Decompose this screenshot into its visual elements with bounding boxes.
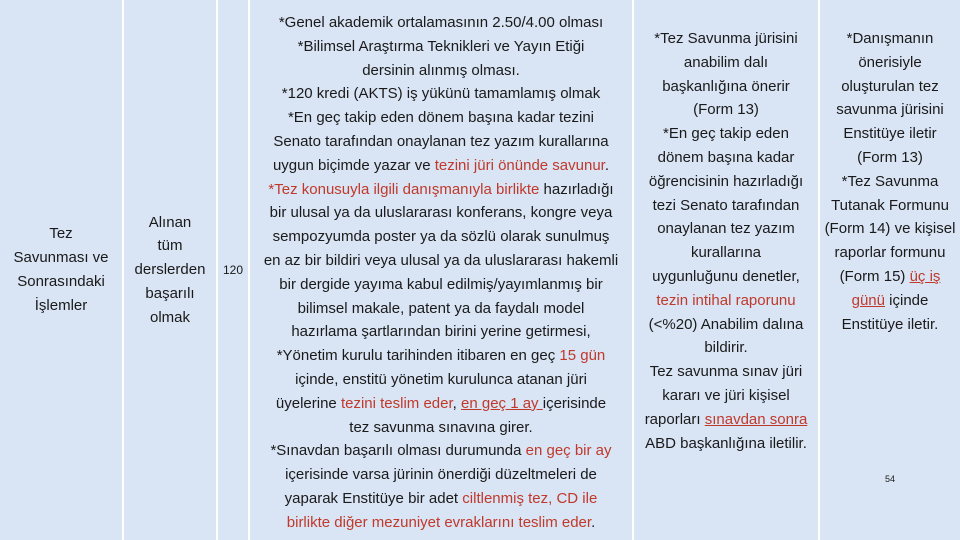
duty-line: *Tez konusuyla ilgili danışmanıyla birlikte hazırladığı <box>268 180 614 198</box>
highlight-one-month-after: en geç bir ay <box>525 442 612 460</box>
credit-number: 120 <box>222 263 244 277</box>
duty-line: dersinin alınmış olması. <box>362 61 520 79</box>
duty-line: içerisinde varsa jürinin önerdiği düzeltmeleri de <box>285 466 597 484</box>
dept-line: *Tez Savunma jürisini <box>654 30 798 47</box>
requirement-column <box>124 0 216 540</box>
dept-line-plagiarism: tezin intihal raporunu <box>656 291 796 309</box>
dept-line: Tez savunma sınav jüri <box>649 363 803 381</box>
student-duties-text <box>250 11 632 535</box>
highlight-three-days: üç iş <box>909 267 941 285</box>
highlight-bound-thesis: ciltlenmiş tez, CD ile <box>462 489 598 507</box>
duty-line: *120 kredi (AKTS) iş yükünü tamamlamış olmak <box>281 85 601 103</box>
student-duties-column <box>250 0 632 540</box>
dept-line: bildirir. <box>704 339 748 357</box>
duty-line: *Bilimsel Araştırma Teknikleri ve Yayın Etiği <box>297 37 585 55</box>
title-line: Tez <box>49 225 73 243</box>
inst-line: günü içinde <box>851 291 929 309</box>
inst-line: oluşturulan tez <box>841 77 939 95</box>
inst-line: Tutanak Formunu <box>831 196 949 214</box>
requirement-line: başarılı <box>145 284 195 302</box>
duty-line: yaparak Enstitüye bir adet ciltlenmiş tez, CD ile <box>284 489 598 507</box>
duty-line: sempozyumda poster ya da sözlü olarak sunulmuş <box>272 228 610 246</box>
inst-line: savunma jürisini <box>836 101 944 119</box>
highlight-submit: tezini teslim eder <box>340 394 453 412</box>
duty-line: üyelerine tezini teslim eder, en geç 1 ay içerisinde <box>275 394 607 412</box>
inst-line: (Form 13) <box>857 148 923 166</box>
inst-line: önerisiyle <box>858 53 922 71</box>
requirement-line: Alınan <box>148 213 192 231</box>
duty-line: bir dergide yayıma kabul edilmiş/yayımlanmış bir <box>279 275 603 293</box>
inst-line: (Form 14) ve kişisel <box>824 220 956 238</box>
duty-line: bilimsel makale, patent ya da faydalı model <box>297 299 585 317</box>
duty-line: Senato tarafından onaylanan tez yazım kurallarına <box>273 132 609 150</box>
duty-line: tez savunma sınavına girer. <box>349 418 533 436</box>
institute-duties-column <box>820 0 960 540</box>
inst-line: Enstitüye iletir. <box>841 315 939 333</box>
highlight-business-day: günü <box>851 291 885 309</box>
highlight-defense: tezini jüri önünde savunur <box>434 156 605 174</box>
requirement-line: olmak <box>149 308 190 326</box>
dept-line: (Form 13) <box>693 101 759 119</box>
dept-line: *En geç takip eden <box>663 125 789 143</box>
inst-line: *Danışmanın <box>846 30 934 47</box>
duty-line: bir ulusal ya da uluslararası konferans, kongre veya <box>269 204 613 222</box>
process-title-column <box>0 0 122 540</box>
dept-line: başkanlığına önerir <box>662 77 790 95</box>
department-duties-text <box>634 27 818 455</box>
duty-line: hazırlama şartlarından birini yerine getirmesi, <box>291 323 591 341</box>
dept-line: (<%20) Anabilim dalına <box>648 315 804 333</box>
title-line: İşlemler <box>34 296 88 314</box>
duty-line: içinde, enstitü yönetim kurulunca atanan jüri <box>295 370 587 388</box>
duty-line: en az bir bildiri veya ulusal ya da uluslararası hakemli <box>263 251 619 269</box>
dept-line: tezi Senato tarafından <box>652 196 800 214</box>
process-title <box>0 0 122 540</box>
inst-line: *Tez Savunma <box>841 172 939 190</box>
highlight-publication: *Tez konusuyla ilgili danışmanıyla birlikte <box>268 180 540 198</box>
inst-line: Enstitüye iletir <box>843 125 937 143</box>
institute-duties-text <box>820 27 960 336</box>
department-duties-column <box>634 0 818 540</box>
highlight-after-exam: sınavdan sonra <box>704 410 808 428</box>
dept-line: uygunluğunu denetler, <box>652 267 800 285</box>
duty-line: uygun biçimde yazar ve tezini jüri önünde savunur. <box>272 156 610 174</box>
inst-line: raporlar formunu <box>834 244 946 262</box>
dept-line: anabilim dalı <box>683 53 769 71</box>
dept-line: onaylanan tez yazım <box>657 220 795 238</box>
dept-line: dönem başına kadar <box>657 148 795 166</box>
title-line: Sonrasındaki <box>17 273 105 290</box>
dept-line: ABD başkanlığına iletilir. <box>645 434 807 452</box>
duty-line: *Yönetim kurulu tarihinden itibaren en geç 15 gün <box>276 347 606 365</box>
duty-line: birlikte diğer mezuniyet evraklarını teslim eder. <box>286 513 596 531</box>
dept-line: kurallarına <box>690 244 762 262</box>
credit-value <box>218 0 248 540</box>
dept-line: raporları sınavdan sonra <box>644 410 808 428</box>
title-line: Savunması ve <box>13 249 109 267</box>
duty-line: *Sınavdan başarılı olması durumunda en geç bir ay <box>270 442 612 460</box>
requirement-line: tüm <box>157 237 183 255</box>
requirement-line: derslerden <box>134 261 206 279</box>
highlight-15-days: 15 gün <box>559 347 606 365</box>
highlight-graduation-docs: birlikte diğer mezuniyet evraklarını teslim eder <box>286 513 592 531</box>
highlight-one-month: en geç 1 ay <box>461 394 543 412</box>
credit-column <box>218 0 248 540</box>
page-number: 54 <box>884 474 895 484</box>
dept-line: kararı ve jüri kişisel <box>662 386 790 404</box>
duty-line: *En geç takip eden dönem başına kadar tezini <box>287 109 595 127</box>
inst-line: (Form 15) üç iş <box>839 267 941 285</box>
requirement-text <box>124 0 216 540</box>
dept-line: öğrencisinin hazırladığı <box>648 172 804 190</box>
duty-line: *Genel akademik ortalamasının 2.50/4.00 olması <box>278 14 604 31</box>
